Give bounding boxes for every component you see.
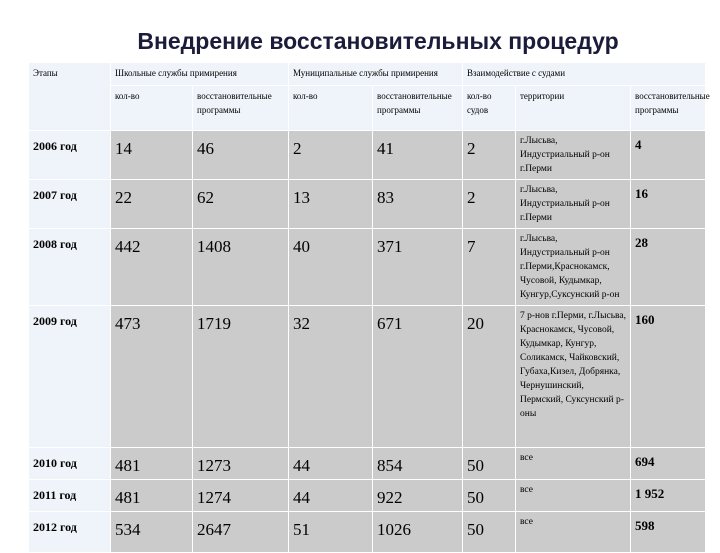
- table-row: [29, 229, 706, 306]
- municipal-count-cell: 2: [289, 131, 373, 180]
- municipal-programs-cell: 1026: [373, 512, 463, 553]
- court-programs-cell: 694: [631, 448, 706, 480]
- school-programs-cell: 2647: [193, 512, 289, 553]
- school-count-cell: 473: [111, 306, 193, 448]
- header-count: кол-во: [289, 86, 373, 131]
- header-count: кол-во: [111, 86, 193, 131]
- municipal-programs-cell: 671: [373, 306, 463, 448]
- school-count-cell: 442: [111, 229, 193, 306]
- territory-cell: г.Лысьва, Индустриальный р-он г.Перми,Краснокамск, Чусовой, Кудымкар, Кунгур,Суксунский р-он: [516, 229, 631, 306]
- courts-count-cell: 2: [463, 131, 516, 180]
- stage-cell: 2006 год: [29, 131, 111, 180]
- municipal-count-cell: 44: [289, 448, 373, 480]
- municipal-programs-cell: 922: [373, 480, 463, 512]
- table-row: [29, 480, 706, 512]
- school-count-cell: 481: [111, 448, 193, 480]
- school-programs-cell: 46: [193, 131, 289, 180]
- school-programs-cell: 62: [193, 180, 289, 229]
- stage-cell: 2010 год: [29, 448, 111, 480]
- procedures-table: [28, 62, 710, 553]
- school-programs-cell: 1719: [193, 306, 289, 448]
- court-programs-cell: 28: [631, 229, 706, 306]
- stage-cell: 2008 год: [29, 229, 111, 306]
- school-count-cell: 481: [111, 480, 193, 512]
- school-count-cell: 534: [111, 512, 193, 553]
- municipal-count-cell: 40: [289, 229, 373, 306]
- territory-cell: 7 р-нов г.Перми, г.Лысьва, Краснокамск, Чусовой, Кудымкар, Кунгур, Соликамск, Чайковский, Губаха,Кизел, Добрянка, Чернушинский, Пермский, Суксунский р-оны: [516, 306, 631, 448]
- courts-count-cell: 2: [463, 180, 516, 229]
- school-programs-cell: 1274: [193, 480, 289, 512]
- courts-count-cell: 50: [463, 480, 516, 512]
- school-programs-cell: 1273: [193, 448, 289, 480]
- court-programs-cell: 160: [631, 306, 706, 448]
- territory-cell: г.Лысьва, Индустриальный р-он г.Перми: [516, 131, 631, 180]
- table-row: [29, 306, 706, 448]
- municipal-programs-cell: 83: [373, 180, 463, 229]
- header-territory: территории: [516, 86, 631, 131]
- header-municipal: Муниципальные службы примирения: [289, 63, 463, 86]
- school-count-cell: 14: [111, 131, 193, 180]
- school-programs-cell: 1408: [193, 229, 289, 306]
- header-courts-count: кол-во судов: [463, 86, 516, 131]
- header-programs: восстановительные программы: [373, 86, 463, 131]
- table-row: [29, 448, 706, 480]
- municipal-count-cell: 44: [289, 480, 373, 512]
- stage-cell: 2011 год: [29, 480, 111, 512]
- court-programs-cell: 4: [631, 131, 706, 180]
- header-programs: восстановительные программы: [631, 86, 706, 131]
- court-programs-cell: 1 952: [631, 480, 706, 512]
- courts-count-cell: 7: [463, 229, 516, 306]
- courts-count-cell: 50: [463, 512, 516, 553]
- header-courts: Взаимодействие с судами: [463, 63, 706, 86]
- courts-count-cell: 50: [463, 448, 516, 480]
- municipal-programs-cell: 854: [373, 448, 463, 480]
- territory-cell: все: [516, 448, 631, 480]
- municipal-count-cell: 51: [289, 512, 373, 553]
- courts-count-cell: 20: [463, 306, 516, 448]
- page-title: Внедрение восстановительных процедур: [137, 28, 619, 54]
- header-programs: восстановительные программы: [193, 86, 289, 131]
- municipal-programs-cell: 371: [373, 229, 463, 306]
- header-stage: Этапы: [29, 63, 111, 131]
- stage-cell: 2012 год: [29, 512, 111, 553]
- court-programs-cell: 16: [631, 180, 706, 229]
- territory-cell: все: [516, 480, 631, 512]
- municipal-count-cell: 13: [289, 180, 373, 229]
- table-row: [29, 512, 706, 553]
- table-row: [29, 180, 706, 229]
- municipal-count-cell: 32: [289, 306, 373, 448]
- territory-cell: г.Лысьва, Индустриальный р-он г.Перми: [516, 180, 631, 229]
- table-row: [29, 131, 706, 180]
- court-programs-cell: 598: [631, 512, 706, 553]
- territory-cell: все: [516, 512, 631, 553]
- school-count-cell: 22: [111, 180, 193, 229]
- stage-cell: 2009 год: [29, 306, 111, 448]
- municipal-programs-cell: 41: [373, 131, 463, 180]
- header-school: Школьные службы примирения: [111, 63, 289, 86]
- stage-cell: 2007 год: [29, 180, 111, 229]
